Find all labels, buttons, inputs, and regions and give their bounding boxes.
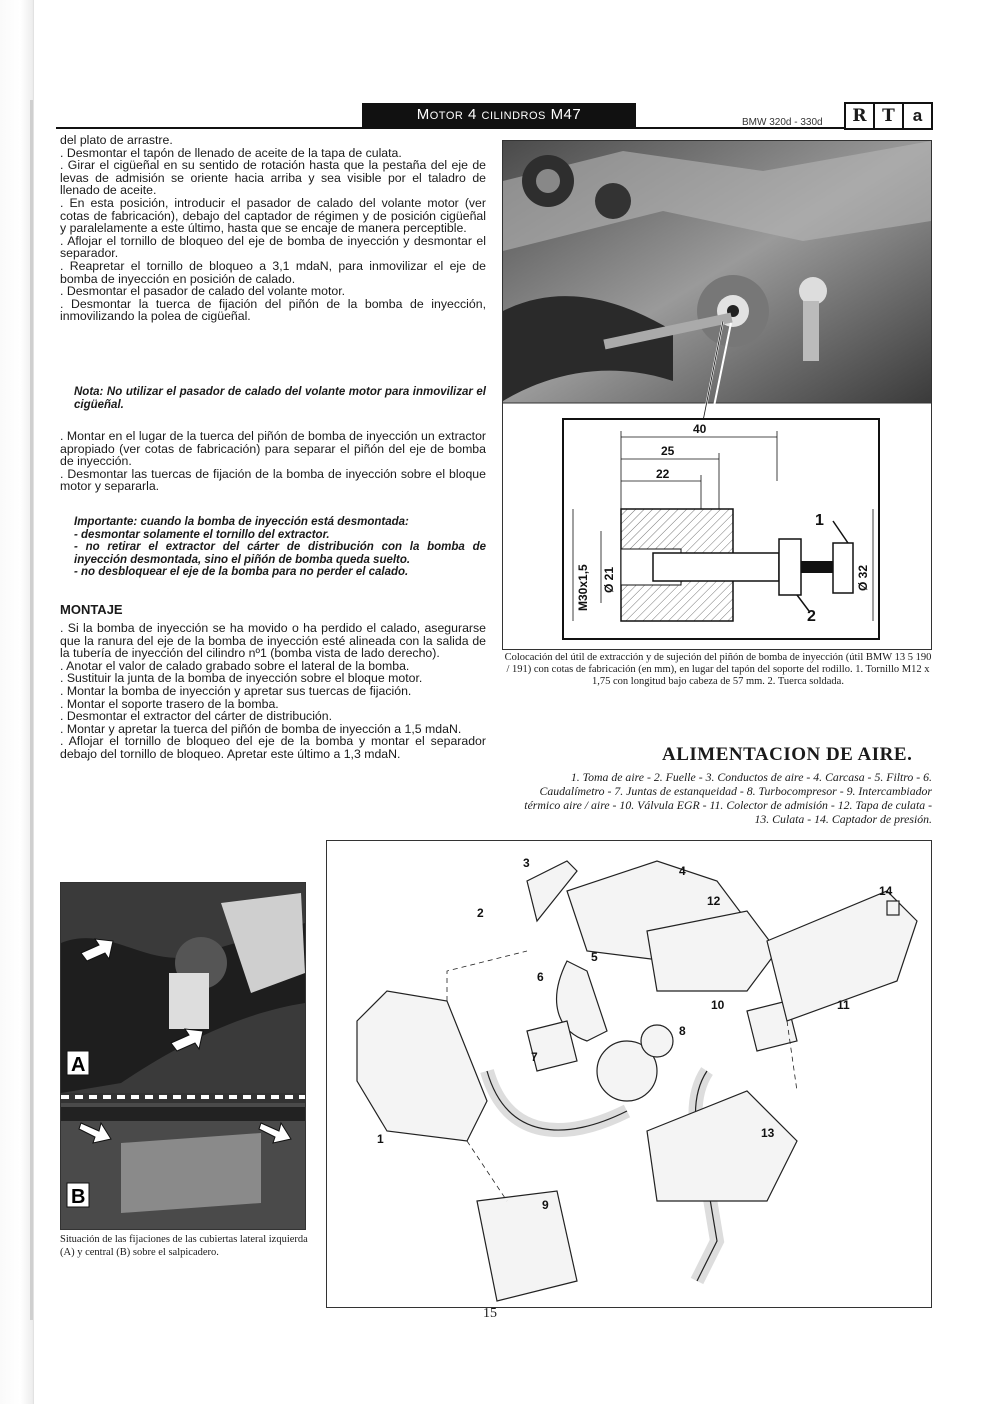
dim-label: 25	[661, 444, 675, 458]
model-label: BMW 320d - 330d	[742, 117, 823, 128]
dashboard-photo-caption: Situación de las fijaciones de las cubiertas lateral izquierda (A) y central (B) sobre el salpicadero.	[60, 1234, 308, 1258]
air-intake-drawing	[327, 841, 931, 1307]
important-block	[60, 516, 486, 579]
callout-number: 9	[542, 1198, 549, 1212]
callout-number: 14	[879, 884, 893, 898]
callout-number: 6	[537, 970, 544, 984]
important-line: - no desbloquear el eje de la bomba para no perder el calado.	[74, 566, 409, 579]
page-number: 15	[483, 1306, 497, 1321]
paragraph: . Desmontar el pasador de calado del volante motor.	[60, 284, 346, 299]
paragraph: . Desmontar el extractor del cárter de distribución.	[60, 709, 333, 724]
paragraph: . Aflojar el tornillo de bloqueo del eje de la bomba y montar el separador debajo del tornillo de bloqueo. Apretar este último a 1,3 mdaN.	[60, 734, 486, 761]
pressure-sensor	[887, 901, 899, 915]
text-block-2	[60, 430, 486, 493]
paragraph: . Desmontar las tuercas de fijación de la bomba de inyección sobre el bloque motor y separarla.	[60, 466, 486, 494]
side-label: M30x1,5	[576, 564, 590, 611]
screw-shank	[653, 553, 779, 581]
paragraph: . Sustituir la junta de la bomba de inyección sobre el bloque motor.	[60, 671, 423, 686]
callout-number: 12	[707, 894, 721, 908]
air-section-legend: 1. Toma de aire - 2. Fuelle - 3. Conductos de aire - 4. Carcasa - 5. Filtro - 6. Caudalímetro - 7. Juntas de estanqueidad - 8. Turbocompresor - 9. Intercambiador térmico aire / aire - 10. Válvula EGR - 11. Colector de admisión - 12. Tapa de culata - 13. Culata - 14. Captador de presión.	[524, 770, 932, 826]
paragraph: del plato de arrastre.	[60, 133, 173, 147]
tool-figure-caption: Colocación del útil de extracción y de sujeción del piñón de bomba de inyección (útil BMW 13 5 190 / 191) con cotas de fabricación (en mm), en lugar del tapón del soporte del rodillo. 1. Tornillo M12 x 1,75 con longitud bajo cabeza de 57 mm. 2. Tuerca soldada.	[504, 652, 932, 687]
important-line: Importante: cuando la bomba de inyección está desmontada:	[74, 516, 409, 528]
paragraph: . Aflojar el tornillo de bloqueo del eje de bomba de inyección y desmontar el separador.	[60, 233, 486, 261]
photo-label: A	[71, 1054, 86, 1076]
header-rule	[56, 127, 846, 129]
rta-logo	[844, 102, 933, 130]
paragraph: . Montar y apretar la tuerca del piñón de bomba de inyección a 1,5 mdaN.	[60, 721, 462, 736]
note-block	[60, 386, 486, 411]
important-line: - desmontar solamente el tornillo del extractor.	[74, 528, 330, 541]
air-intake-part	[357, 991, 487, 1141]
logo-letter: R	[846, 104, 875, 128]
paragraph: . Reapretar el tornillo de bloqueo a 3,1 mdaN, para inmovilizar el eje de bomba de inyección en posición de calado.	[60, 258, 486, 286]
callout-number: 4	[679, 864, 686, 878]
important-line: - no retirar el extractor del cárter de distribución con la bomba de inyección desmontada, sino el piñón de bomba queda suelto.	[74, 541, 486, 566]
dashboard-photo	[60, 882, 306, 1230]
side-label: Ø 32	[856, 564, 870, 591]
paragraph: . Montar la bomba de inyección y apretar sus tuercas de fijación.	[60, 683, 412, 698]
callout-number: 10	[711, 998, 725, 1012]
photo-label: B	[71, 1186, 86, 1208]
note-text: Nota: No utilizar el pasador de calado del volante motor para inmovilizar el cigüeñal.	[74, 386, 486, 411]
callout-number: 2	[477, 906, 484, 920]
callout-number: 7	[531, 1050, 538, 1064]
paragraph: . Montar en el lugar de la tuerca del piñón de bomba de inyección un extractor apropiado (ver cotas de fabricación) para separar el piñón del eje de bomba de inyección.	[60, 429, 486, 469]
cylinder-head	[647, 1091, 797, 1201]
paragraph: . Desmontar la tuerca de fijación del piñón de la bomba de inyección, inmovilizando la polea de cigüeñal.	[60, 296, 486, 324]
air-section-title: ALIMENTACION DE AIRE.	[662, 744, 913, 765]
scan-edge	[0, 0, 34, 1404]
paragraph: . En esta posición, introducir el pasador de calado del volante motor (ver cotas de fabricación), debajo del captador de régimen y de posición cigüeñal y paralelamente a este último, hasta que se encaje de manera perceptible.	[60, 195, 486, 236]
tool-figure-drawing	[503, 141, 931, 649]
montaje-block	[60, 622, 486, 761]
tool-figure	[502, 140, 932, 650]
dim-label: 22	[656, 467, 670, 481]
logo-letter: a	[912, 106, 923, 125]
callout-number: 2	[807, 608, 816, 625]
callout-number: 1	[815, 512, 824, 529]
callout-number: 5	[591, 950, 598, 964]
air-intake-diagram	[326, 840, 932, 1308]
side-label: Ø 21	[602, 566, 616, 593]
paragraph: . Montar el soporte trasero de la bomba.	[60, 696, 279, 711]
callout-number: 11	[837, 998, 850, 1012]
callout-number: 1	[377, 1132, 384, 1146]
intercooler	[477, 1191, 577, 1301]
paragraph: . Si la bomba de inyección se ha movido o ha perdido el calado, asegurarse que la ranura del eje de la bomba de inyección esté alineada con la salida de la tubería de inyección del cilindro nº1 (bomba vista de lado derecho).	[60, 621, 486, 661]
section-title: Motor 4 cilindros M47	[362, 103, 636, 127]
logo-letter: T	[875, 104, 904, 128]
montaje-heading: MONTAJE	[60, 602, 123, 617]
text-block-1	[60, 134, 486, 323]
paragraph: . Anotar el valor de calado grabado sobre el lateral de la bomba.	[60, 658, 410, 673]
paragraph: . Girar el cigüeñal en su sentido de rotación hasta que la pestaña del eje de levas de admisión se oriente hacia arriba y sea visible por el taladro de llenado de aceite.	[60, 158, 486, 198]
callout-number: 13	[761, 1126, 775, 1140]
paragraph: . Desmontar el tapón de llenado de aceite de la tapa de culata.	[60, 145, 402, 160]
dim-label: 40	[693, 422, 707, 436]
screw-head	[833, 543, 853, 593]
callout-number: 3	[523, 856, 530, 870]
scan-binding-shadow	[30, 100, 33, 1320]
dashboard-photo-drawing	[61, 883, 305, 1229]
welded-nut	[779, 539, 801, 595]
callout-number: 8	[679, 1024, 686, 1038]
